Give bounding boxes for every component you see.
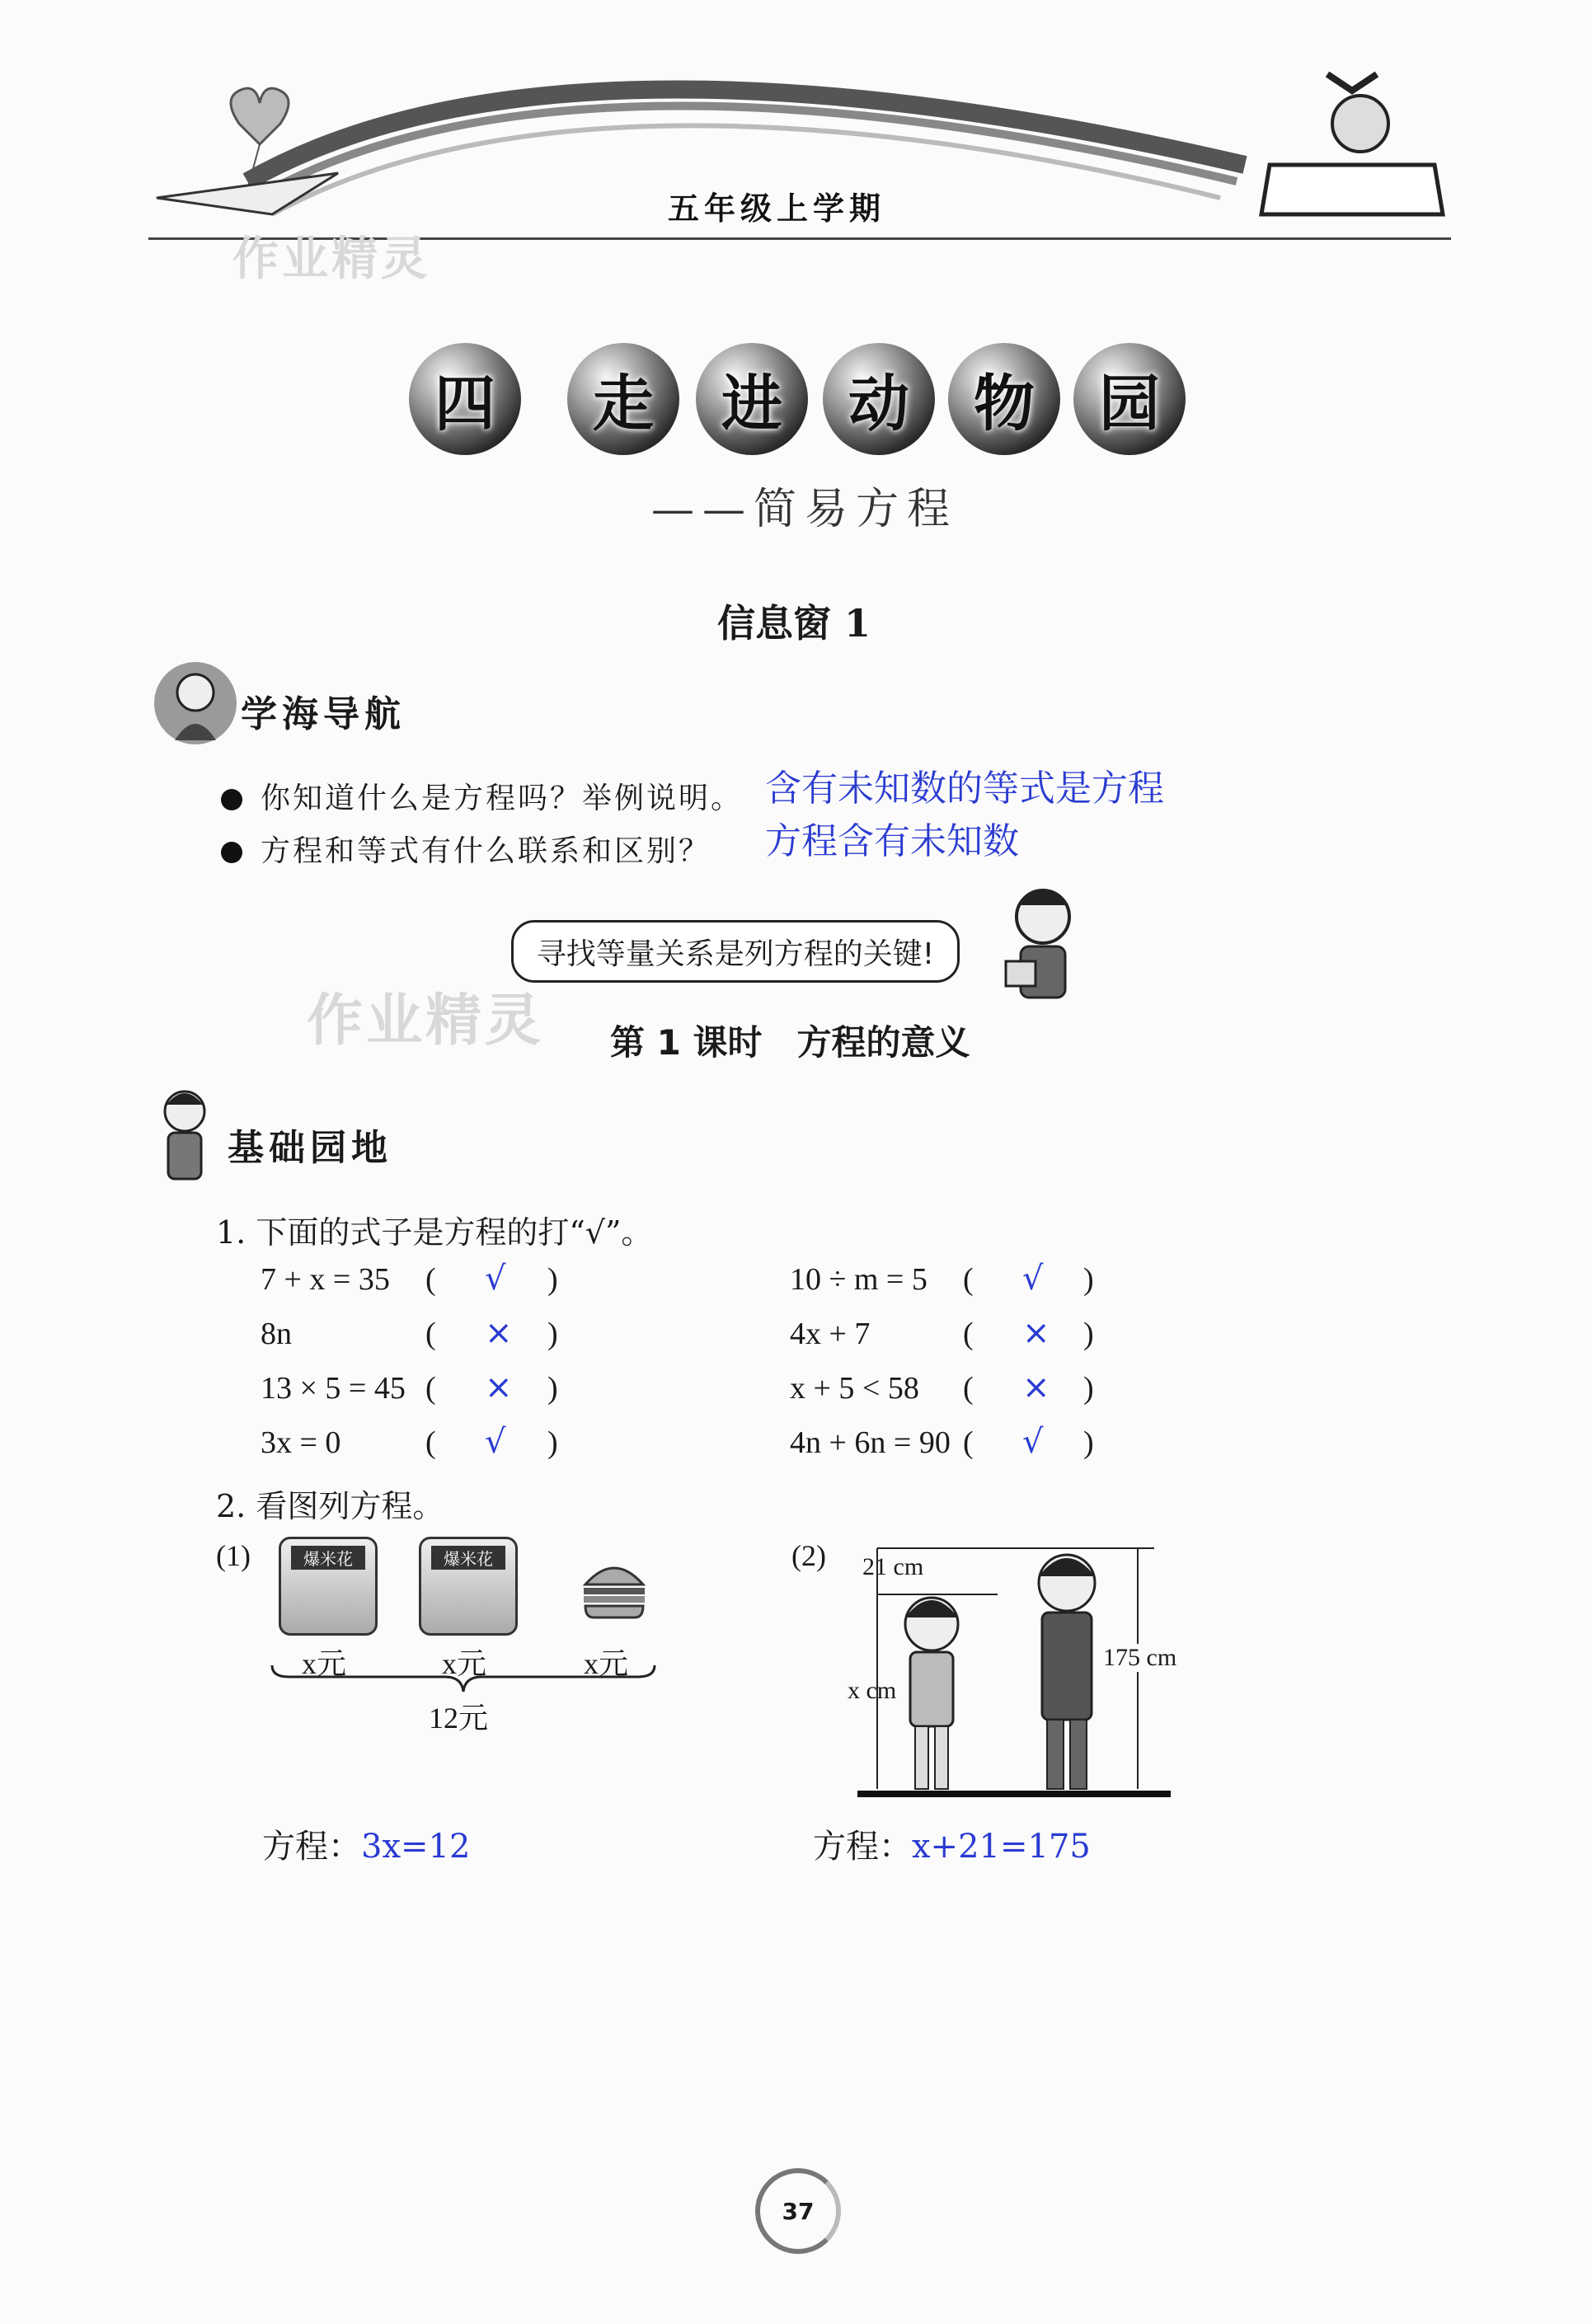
short-height-label: x cm [848,1677,897,1704]
answer-mark: √ [1022,1260,1044,1298]
boy-thinking-icon [150,658,241,749]
girl-reading-icon [1261,74,1443,214]
boy-standing-icon [152,1087,218,1185]
unit-title-char: 四 [409,343,521,455]
answer-mark: × [485,1369,513,1406]
section-title-guide: 学海导航 [241,693,406,735]
unit-title-char: 动 [823,343,935,455]
answer-mark: × [1022,1369,1050,1406]
total-label: 12元 [429,1702,489,1735]
answer-parens: ) [547,1371,558,1406]
expression: 3x = 0 [261,1425,341,1460]
unit-subtitle: ——简易方程 [651,485,959,534]
answer-parens: ) [547,1425,558,1460]
short-boy-icon [905,1598,958,1789]
answer-parens: ( [425,1371,436,1406]
popcorn-bag-icon: 爆米花 [279,1537,378,1636]
task-2-prompt: 2. 看图列方程。 [216,1488,444,1524]
task-1-left-column [261,1261,607,1500]
watermark: 作业精灵 [232,232,430,286]
boy-with-book-icon [998,882,1088,1014]
figure-2-number: (2) [791,1539,826,1572]
grade-label: 五年级上学期 [668,190,886,227]
price-label: x元 [442,1647,487,1680]
guide-question: 方程和等式有什么联系和区别？ [221,828,711,870]
answer-parens: ( [963,1262,974,1297]
figure-1-number: (1) [216,1539,251,1572]
difference-label: 21 cm [862,1553,924,1580]
answer-parens: ( [425,1317,436,1351]
tall-height-label: 175 cm [1103,1644,1177,1671]
answer-parens: ( [963,1425,974,1460]
expression: 10 ÷ m = 5 [790,1262,927,1297]
hamburger-icon [577,1552,651,1626]
answer-parens: ( [963,1371,974,1406]
answer-parens: ) [1083,1317,1094,1351]
answer-parens: ( [425,1425,436,1460]
answer-parens: ) [1083,1371,1094,1406]
expression: 7 + x = 35 [261,1262,390,1297]
price-label: x元 [584,1647,629,1680]
brace-icon [269,1662,656,1695]
page-number: 37 [755,2168,841,2254]
unit-title-char: 园 [1073,343,1186,455]
answer-mark: × [1022,1314,1050,1352]
expression: 4n + 6n = 90 [790,1425,951,1460]
section-title-basics: 基础园地 [228,1127,392,1169]
answer-mark: √ [485,1423,506,1461]
handwritten-answer: 方程含有未知数 [765,820,1019,862]
unit-title-char: 物 [948,343,1060,455]
handwritten-answer: 含有未知数的等式是方程 [765,768,1164,810]
answer-parens: ) [547,1262,558,1297]
task-1-prompt: 1. 下面的式子是方程的打“√”。 [216,1214,653,1251]
expression: x + 5 < 58 [790,1371,919,1406]
answer-parens: ) [1083,1262,1094,1297]
popcorn-bag-icon: 爆米花 [419,1537,518,1636]
answer-mark: √ [485,1260,506,1298]
bullet-icon [221,842,242,863]
answer-parens: ) [1083,1425,1094,1460]
answer-parens: ( [963,1317,974,1351]
answer-parens: ( [425,1262,436,1297]
expression: 8n [261,1317,292,1351]
answer-mark: × [485,1314,513,1352]
price-label: x元 [302,1647,347,1680]
tall-boy-icon [1039,1555,1095,1789]
equation-answer-1: 方程：3x=12 [262,1828,471,1866]
equation-answer-2: 方程：x+21=175 [813,1828,1091,1866]
task-1-right-column [790,1261,1136,1500]
bullet-icon [221,789,242,810]
info-window-title: 信息窗 1 [717,601,871,646]
answer-mark: √ [1022,1423,1044,1461]
expression: 4x + 7 [790,1317,871,1351]
tip-speech-bubble: 寻找等量关系是列方程的关键! [511,920,960,983]
watermark: 作业精灵 [307,988,545,1054]
unit-title-char: 进 [696,343,808,455]
expression: 13 × 5 = 45 [261,1371,406,1406]
height-comparison-figure [857,1542,1171,1805]
unit-title-char: 走 [567,343,679,455]
lesson-title: 第 1 课时 方程的意义 [610,1022,970,1063]
guide-question: 你知道什么是方程吗？举例说明。 [221,775,743,817]
answer-parens: ) [547,1317,558,1351]
